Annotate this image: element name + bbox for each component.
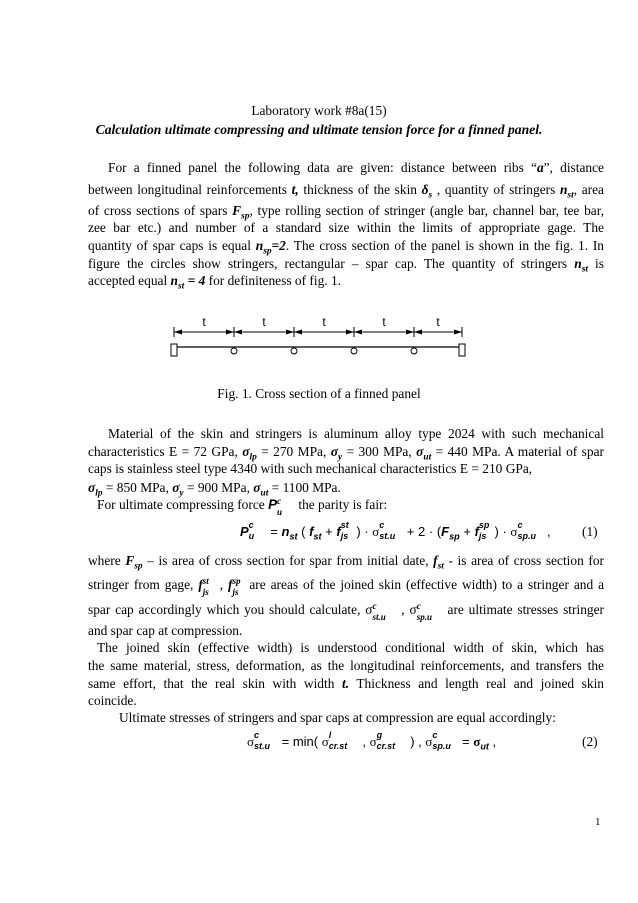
- para3-line2: stringer from gage, f st js , f sp js are areas of the joined skin (effective width) to a stringer and a: [88, 576, 605, 597]
- spacing-label: t: [382, 315, 386, 329]
- stringer-circle: [291, 348, 297, 354]
- para1-line5: quantity of spar caps is equal $n_{sp}=2$. The cross section of the panel is shown in the fig. 1. In: [88, 238, 604, 257]
- stringer-circle: [351, 348, 357, 354]
- spacing-label: t: [322, 315, 326, 329]
- para2-line5: For ultimate compressing force P c u the parity is fair:: [97, 496, 388, 517]
- para2-line4: $\sigma_{lp} = 850$ MPa, $\sigma_y = 900$ MPa, $\sigma_{ut} = 1100$ MPa.: [88, 480, 341, 499]
- lab-subtitle: Calculation ultimate compressing and ultimate tension force for a finned panel.: [95, 122, 543, 137]
- para3-line3: spar cap accordingly which you should calculate, σ c st.u , σ c sp.u are ultimate stresses stringer: [88, 601, 604, 622]
- equation-2: σ c st.u = min( σ l cr.st , σ g cr.st ) , σ c sp.u = $\sigma_{ut}$ ,: [247, 730, 497, 752]
- para1-line7: accepted equal $n_{st} = 4$ for definiteness of fig. 1.: [88, 273, 342, 292]
- equation-1-number: (1): [582, 524, 598, 539]
- para1-line3: of cross sections of spars $F_{sp}$, type rolling section of stringer (angle bar, channel bar, tee bar,: [88, 203, 604, 222]
- para2-line3: caps is stainless steel type 4340 with such mechanical characteristics E = 210 GPa,: [88, 461, 533, 476]
- para2-line2: characteristics E = 72 GPa, $\sigma_{lp} = 270$ MPa, $\sigma_y = 300$ MPa, $\sigma_{ut} = 440$ MPa. A material of spar: [88, 444, 604, 463]
- para1-line2: between longitudinal reinforcements t, thickness of the skin $\delta_s$ , quantity of stringers $n_{st}$, area: [88, 182, 604, 201]
- spacing-label: t: [202, 315, 206, 329]
- lab-title: Laboratory work #8a(15): [251, 103, 387, 118]
- para4-line3: same effort, that the real skin with width t. Thickness and length real and joined skin: [88, 676, 605, 691]
- para4-line4: coincide.: [88, 693, 137, 708]
- panel-cross-section-figure: [160, 310, 480, 362]
- spacing-label: t: [436, 315, 440, 329]
- para4-line1: The joined skin (effective width) is understood conditional width of skin, which has: [97, 640, 604, 655]
- stringer-circle: [231, 348, 237, 354]
- para4-line5: Ultimate stresses of stringers and spar caps at compression are equal accordingly:: [119, 710, 556, 725]
- para1-line1: For a finned panel the following data are given: distance between ribs “a”, distance: [108, 160, 604, 175]
- page-number: 1: [595, 816, 601, 828]
- para1-line6: figure the circles show stringers, rectangular – spar cap. The quantity of stringers $n_{st}$ is: [88, 256, 604, 275]
- equation-1: P c u = $n_{st}$ ( $f_{st} + f$ st js ) · σ c st.u + $2 \cdot (F_{sp} + f$ sp js ) · σ c sp.u ,: [240, 520, 551, 542]
- spar-cap-right: [459, 344, 465, 356]
- para1-line4: zee bar etc.) and number of a standard size within the limits of appropriate gage. The: [88, 220, 604, 235]
- spacing-label: t: [262, 315, 266, 329]
- equation-2-number: (2): [582, 734, 598, 749]
- para3-line4: and spar cap at compression.: [88, 623, 243, 638]
- figure-caption: Fig. 1. Cross section of a finned panel: [217, 386, 421, 401]
- stringer-circle: [411, 348, 417, 354]
- spar-cap-left: [171, 344, 177, 356]
- para4-line2: the same material, stress, deformation, as the longitudinal reinforcements, and transfers the: [88, 658, 604, 673]
- para2-line1: Material of the skin and stringers is aluminum alloy type 2024 with such mechanical: [108, 426, 604, 441]
- para3-line1: where $F_{sp}$ – is area of cross section for spar from initial date, $f_{st}$ - is area of cross section for: [88, 553, 604, 572]
